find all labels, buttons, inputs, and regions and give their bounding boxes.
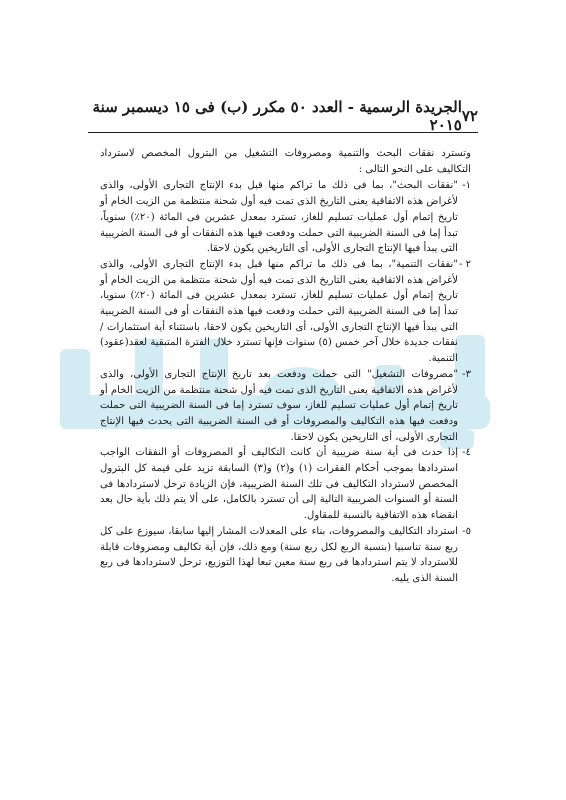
clause-text: "نفقات البحث"، بما فى ذلك ما تراكم منها قبل بدء الإنتاج التجارى الأولى، والذى لأغراض هذه الاتفاقية يعنى التاريخ الذى تمت فيه أول شحنة منتظمة من الزيت الخام أو تاريخ إتمام أول عمليات تسليم للغاز، تسترد بمعدل عشرين فى المائة (٢٠٪) سنوياً، تبدأ إما فى السنة الضريبية التى حملت ودفعت فيها هذه النفقات أو فى السنة الضريبية التى يبدأ فيها الإنتاج التجارى الأولى، أى التاريخين يكون لاحقا.: [100, 180, 458, 255]
clause-list: [100, 178, 471, 586]
document-body: [100, 146, 471, 587]
header-divider: [88, 132, 478, 133]
clause-item: [100, 257, 471, 367]
gazette-title: الجريدة الرسمية - العدد ٥٠ مكرر (ب) فى ١٥ ديسمبر سنة ٢٠١٥: [92, 98, 462, 134]
clause-text: "نفقات التنمية"، بما فى ذلك ما تراكم منها قبل بدء الإنتاج التجارى الأولى، والذى لأغراض هذه الاتفاقية يعنى التاريخ الذى تمت فيه أول شحنة منتظمة من الزيت الخام أو تاريخ إتمام أول عمليات تسليم للغاز، تسترد بمعدل عشرين فى المائة (٢٠٪) سنويا، تبدأ إما فى السنة الضريبية التى حملت ودفعت فيها هذه النفقات أو فى السنة الضريبية التى يبدأ فيها الإنتاج التجارى الأولى، أى التاريخين يكون لاحقا، باستثناء أية استثمارات / نفقات جديدة خلال آخر خمس (٥) سنوات فإنها تسترد خلال الفترة المتبقية لعقد(عقود) التنمية.: [100, 258, 458, 365]
clause-text: "مصروفات التشغيل" التى حملت ودفعت بعد تاريخ الإنتاج التجارى الأولى، والذى لأغراض هذه الاتفاقية يعنى التاريخ الذى تمت فيه أول شحنة منتظمة من الزيت الخام أو تاريخ إتمام أول عمليات تسليم للغاز، سوف تسترد إما فى السنة الضريبية التى حملت ودفعت فيها هذه التكاليف والمصروفات أو فى السنة الضريبية التى يحدث فيها الإنتاج التجارى الأولى، أى التاريخين يكون لاحقا.: [100, 368, 458, 443]
clause-number: ٤-: [462, 447, 471, 459]
clause-text: استرداد التكاليف والمصروفات، بناء على المعدلات المشار إليها سابقا، سيوزع على كل ربع سنة تناسبيا (بنسبة الربع لكل ربع سنة) ومع ذلك، فإن أية تكاليف ومصروفات قابلة للاسترداد لا يتم استردادها فى ربع سنة معين تبعا لهذا التوزيع، ترحل لاستردادها فى ربع السنة الذى يليه.: [100, 525, 458, 584]
page-number: ٧٢: [461, 107, 478, 125]
clause-number: ٢ -: [458, 258, 471, 270]
clause-item: [100, 178, 471, 257]
clause-number: ١-: [462, 180, 471, 192]
clause-number: ٥-: [462, 525, 471, 537]
clause-item: [100, 367, 471, 446]
clause-number: ٣-: [462, 368, 471, 380]
page-header: [88, 98, 478, 134]
clause-text: إذا حدث فى أية سنة ضريبية أن كانت التكاليف أو المصروفات أو النفقات الواجب استردادها بموجب أحكام الفقرات (١) و(٢) و(٣) السابقة تزيد على قيمة كل البترول المخصص لاسترداد التكاليف فى تلك السنة الضريبية، فإن الزيادة ترحل لاستردادها فى السنة أو السنوات الضريبية التالية إلى أن تسترد بالكامل، على ألا يتم ذلك بأية حال بعد انقضاء هذه الاتفاقية بالنسبة للمقاول.: [100, 447, 459, 522]
clause-item: [100, 445, 471, 524]
clause-item: [100, 524, 471, 587]
intro-paragraph: وتسترد نفقات البحث والتنمية ومصروفات التشغيل من البترول المخصص لاسترداد التكاليف على النحو التالى :: [100, 148, 471, 175]
